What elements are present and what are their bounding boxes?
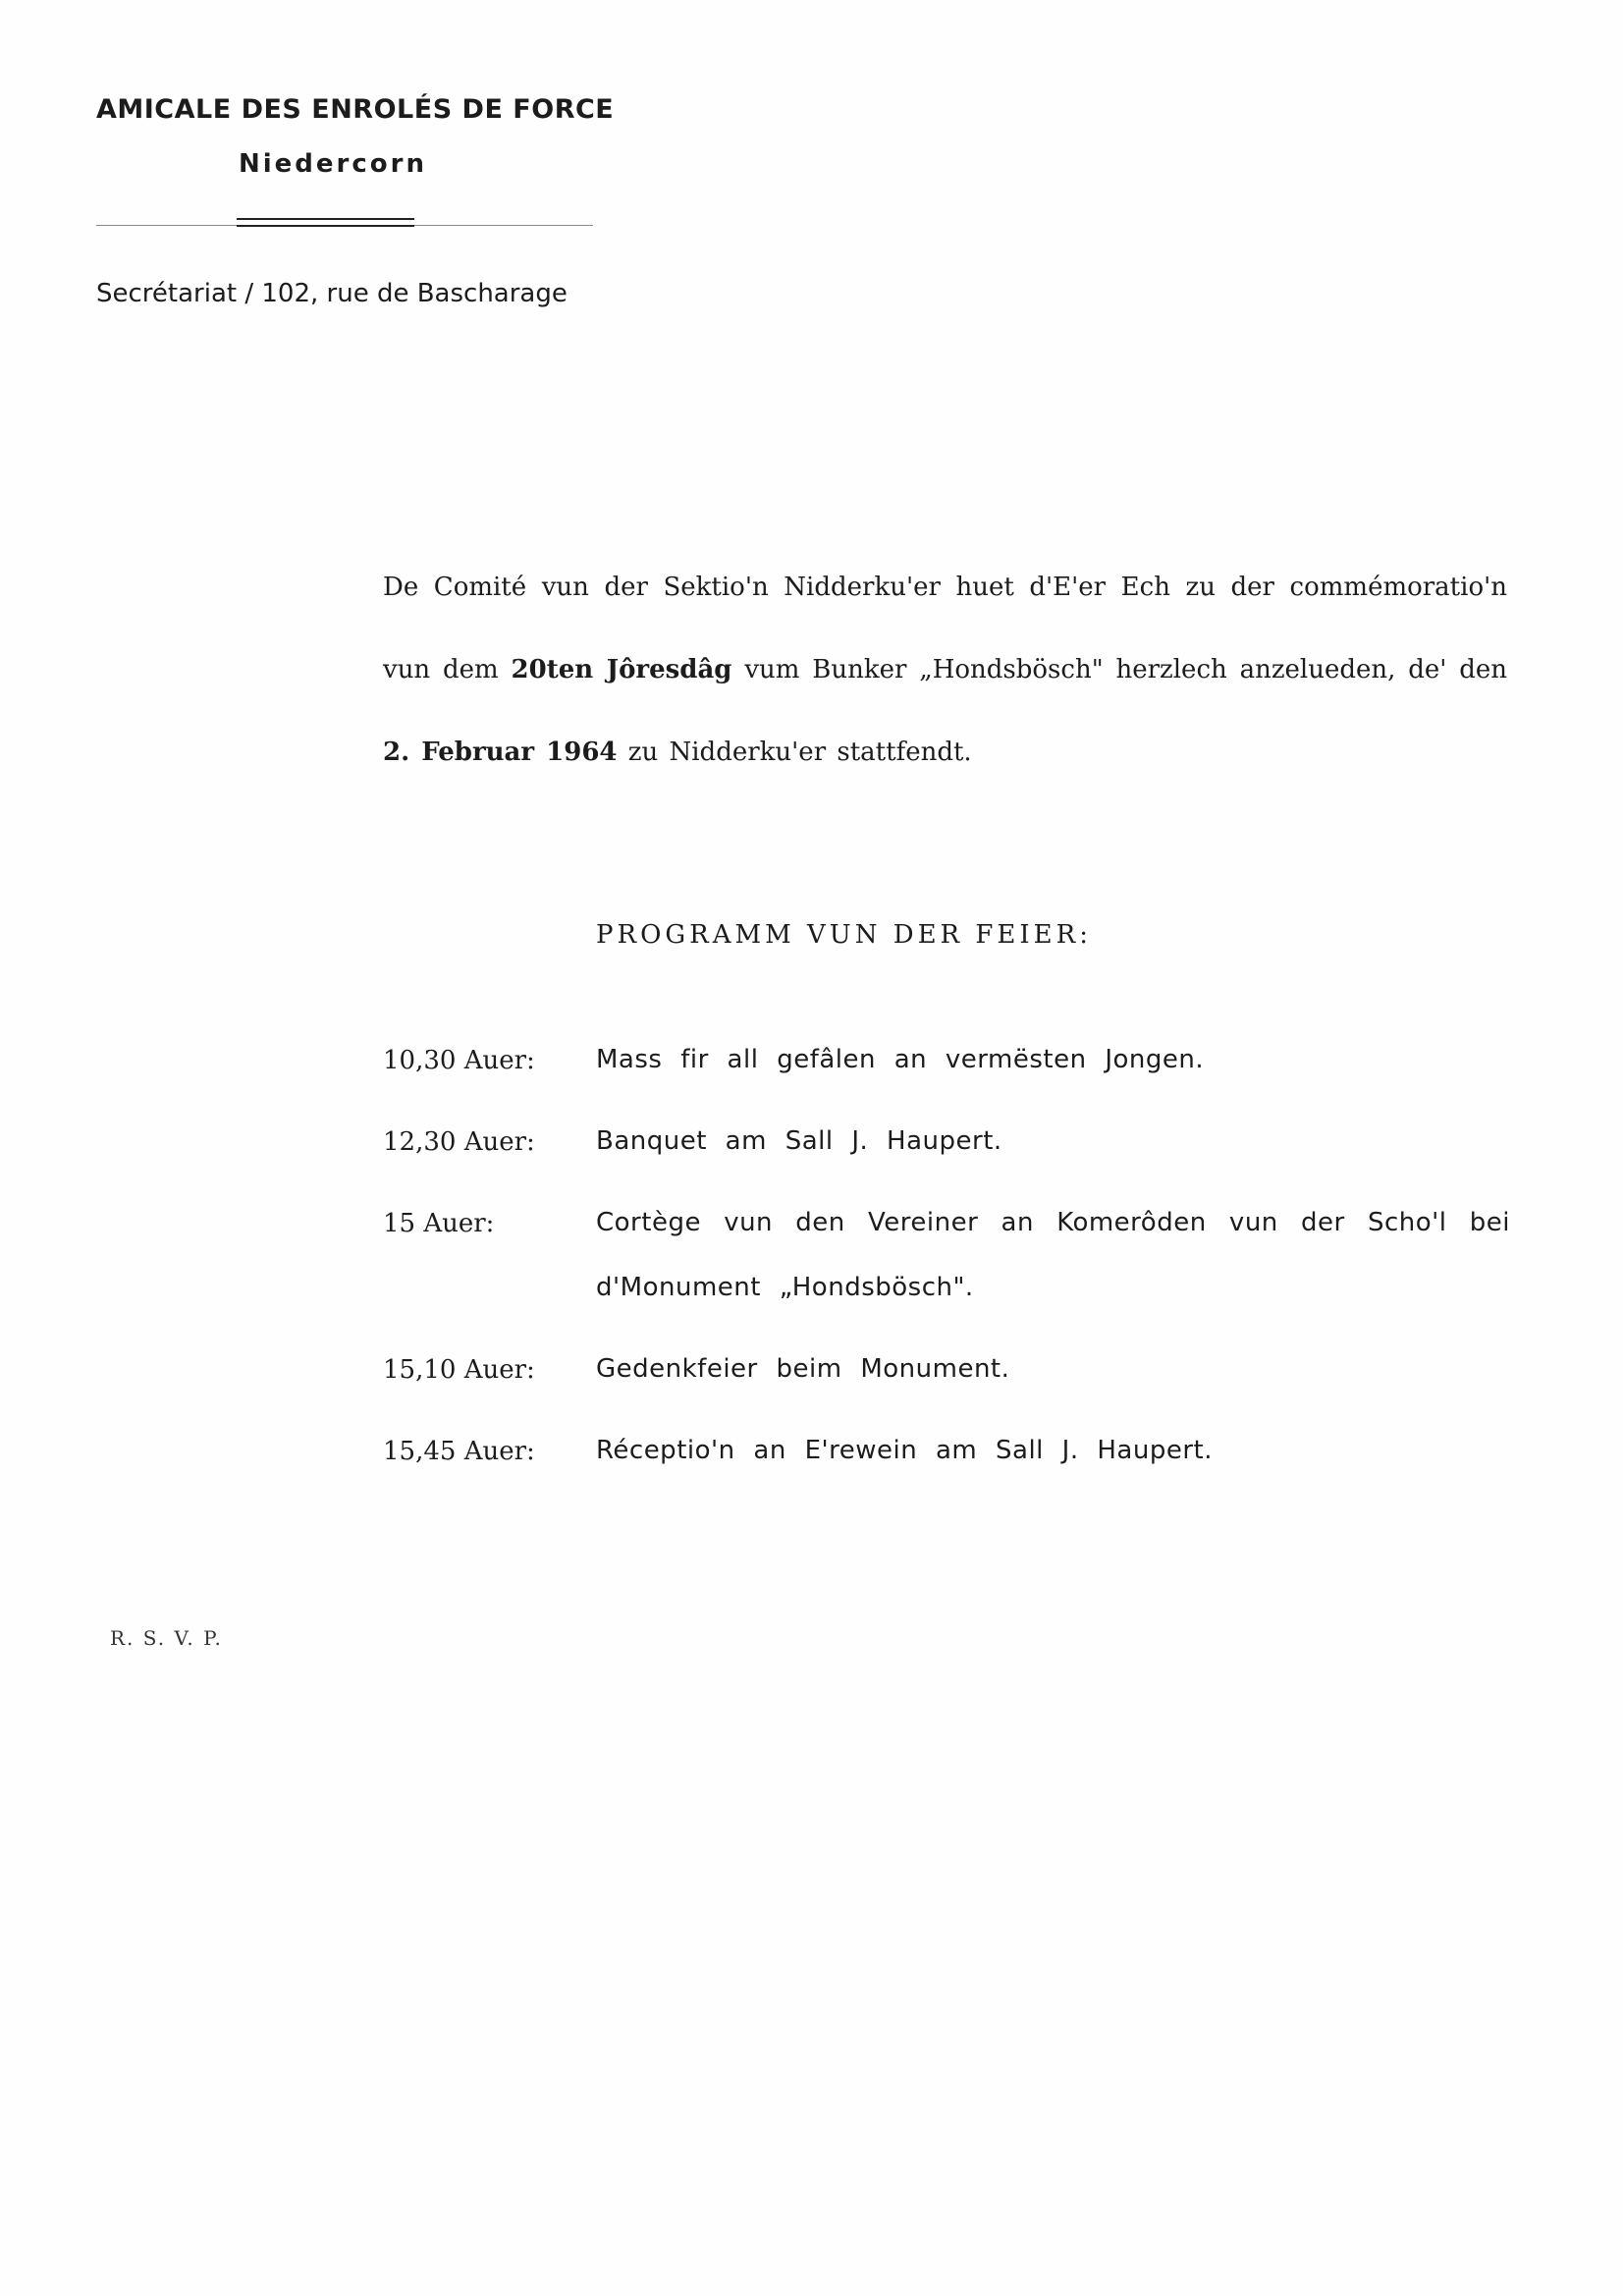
- programm-item: [383, 1127, 1510, 1174]
- programm-item-event: Banquet am Sall J. Haupert.: [596, 1126, 1002, 1156]
- anniversary-label: 20ten Jôresdâg: [511, 655, 732, 684]
- programm-item: [383, 1209, 1510, 1320]
- programm-item-event: Gedenkfeier beim Monument.: [596, 1354, 1010, 1384]
- rsvp-note: R. S. V. P.: [110, 1626, 223, 1650]
- programm-item-event: Mass fir all gefâlen an vermësten Jongen.: [596, 1045, 1205, 1074]
- programm-title: PROGRAMM VUN DER FEIER:: [596, 920, 1092, 950]
- organization-place: Niedercorn: [239, 149, 427, 179]
- invitation-part-1: De Comité vun der Sektio'n Nidderku'er huet d'E'er Ech zu der commémoratio'n vun dem: [383, 573, 1507, 684]
- programm-item-time: 15,10 Auer:: [383, 1355, 535, 1385]
- invitation-text: [383, 546, 1507, 793]
- programm-item: [383, 1046, 1510, 1092]
- secretariat-address: Secrétariat / 102, rue de Bascharage: [96, 279, 568, 308]
- programm-item: [383, 1355, 1510, 1401]
- organization-name: AMICALE DES ENROLÉS DE FORCE: [96, 94, 615, 125]
- programm-item: [383, 1437, 1510, 1483]
- programm-item-time: 12,30 Auer:: [383, 1127, 535, 1157]
- programm-item-event: Réceptio'n an E'rewein am Sall J. Haupert.: [596, 1436, 1213, 1465]
- event-date: 2. Februar 1964: [383, 738, 618, 767]
- programm-item-time: 10,30 Auer:: [383, 1046, 535, 1075]
- header-double-rule: [237, 218, 414, 227]
- invitation-part-3: zu Nidderku'er stattfendt.: [617, 738, 972, 767]
- programm-item-event: Cortège vun den Vereiner an Komerôden vun der Scho'l bei d'Monument „Hondsbösch".: [596, 1208, 1510, 1302]
- programm-item-time: 15,45 Auer:: [383, 1437, 535, 1466]
- programm-item-time: 15 Auer:: [383, 1209, 495, 1238]
- invitation-part-2: vum Bunker „Hondsbösch" herzlech anzelueden, de' den: [731, 655, 1507, 684]
